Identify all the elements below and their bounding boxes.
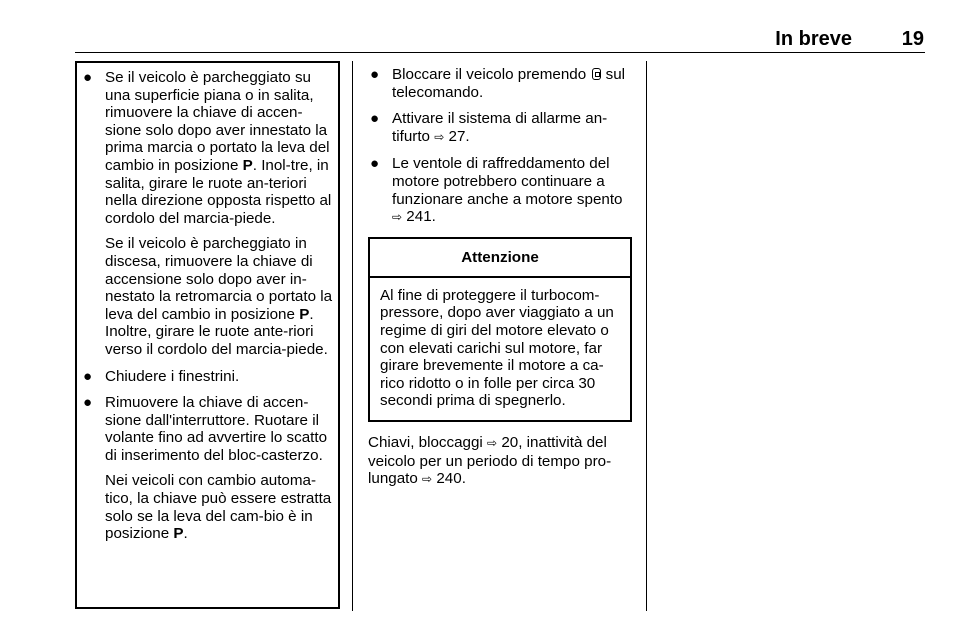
right-column (368, 66, 632, 504)
bullet-icon: ● (370, 110, 380, 128)
paragraph: Chiudere i finestrini. (105, 367, 240, 385)
bordered-left-column (75, 61, 340, 609)
page-reference[interactable]: 27 (448, 127, 466, 145)
text: . (431, 208, 436, 226)
gear-position-p: P (173, 525, 184, 543)
list-item (368, 66, 632, 101)
paragraph (392, 155, 632, 226)
header-rule (75, 52, 925, 53)
text: Nei veicoli con cambio automa-tico, la chiave può essere estratta solo se la leva del cam-bio è in posizione (105, 472, 332, 543)
column-rule (352, 61, 353, 611)
list-item (368, 110, 632, 146)
paragraph (105, 472, 334, 542)
text: Se il veicolo è parcheggiato su una superficie piana o in salita, rimuovere la chiave di accen-sione solo dopo aver innestato la prima marcia o portato la leva del cambio in posizione (105, 69, 330, 174)
page-ref-arrow-icon: ⇨ (487, 435, 498, 450)
paragraph: Rimuovere la chiave di accen-sione dall'interruttore. Ruotare il volante fino ad avvertire lo scatto di inserimento del bloc-casterzo. (105, 394, 328, 464)
bullet-icon: ● (83, 394, 93, 412)
bullet-icon: ● (83, 367, 93, 385)
warning-box (368, 237, 632, 422)
column-rule (646, 61, 647, 611)
list-item (81, 368, 334, 386)
text: . (183, 525, 188, 543)
text: . (465, 127, 470, 145)
bullet-icon: ● (370, 155, 380, 173)
list-item (81, 69, 334, 359)
page-reference[interactable]: 20 (501, 433, 519, 451)
right-bullet-list (368, 66, 632, 227)
page-reference[interactable]: 241 (406, 208, 432, 226)
section-title: In breve (775, 28, 852, 50)
page-ref-arrow-icon: ⇨ (392, 210, 403, 225)
page-number: 19 (901, 28, 924, 50)
list-item (81, 394, 334, 543)
text: , inattività del veicolo per un periodo di tempo pro-lungato (368, 433, 612, 488)
list-item (368, 155, 632, 226)
bullet-icon: ● (370, 66, 380, 83)
text: . Inol-tre, in salita, girare le ruote an-teriori nella direzione opposta rispetto al cordolo del marcia-piede. (105, 156, 332, 227)
text: Bloccare il veicolo premendo (392, 66, 591, 83)
warning-body: Al fine di proteggere il turbocom-pressore, dopo aver viaggiato a un regime di giri del motore elevato o con elevati carichi sul motore, far girare brevemente il motore a ca-rico ridotto o in folle per circa 30 secondi prima di spegnerlo. (380, 286, 614, 410)
page-ref-arrow-icon: ⇨ (422, 472, 433, 487)
paragraph (105, 235, 334, 358)
paragraph (105, 69, 334, 227)
page-ref-arrow-icon: ⇨ (434, 129, 445, 144)
gear-position-p: P (299, 305, 310, 323)
text: sul telecomando. (392, 66, 626, 101)
text: Chiavi, bloccaggi (368, 433, 488, 451)
text: Le ventole di raffreddamento del motore potrebbero continuare a funzionare anche a motore spento (392, 155, 623, 208)
warning-title: Attenzione (370, 239, 630, 278)
left-bullet-list (77, 63, 338, 543)
paragraph (392, 66, 632, 101)
cross-reference-paragraph (368, 434, 632, 489)
paragraph (392, 110, 632, 146)
lock-key-icon (592, 68, 601, 80)
text: Se il veicolo è parcheggiato in discesa, rimuovere la chiave di accensione solo dopo aver in-nestato la retromarcia o portato la leva del cambio in posizione (105, 235, 333, 323)
page-reference[interactable]: 240 (436, 470, 462, 488)
text: Attivare il sistema di allarme an-tifurto (392, 110, 608, 145)
bullet-icon: ● (83, 69, 93, 86)
page-header (0, 0, 960, 54)
text: . Inoltre, girare le ruote ante-riori verso il cordolo del marcia-piede. (105, 305, 328, 358)
text: . (461, 470, 466, 488)
gear-position-p: P (242, 156, 253, 174)
